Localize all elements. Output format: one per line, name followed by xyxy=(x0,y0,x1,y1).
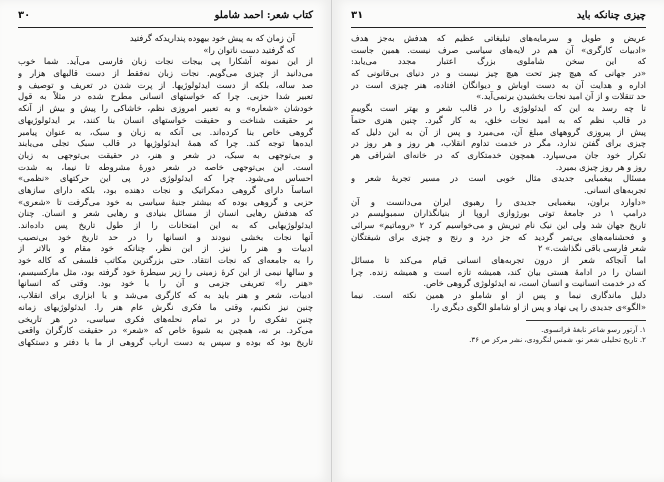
text-line: چنین تفکری را در بر تمام نحله‌های فکری سیاسی، در هر تاریخی xyxy=(18,313,313,324)
poem-line: که گرفتید دست ناتوان را» xyxy=(203,44,295,55)
left-page-header xyxy=(18,10,313,26)
text-line: که در خدمت انسانیت و انسان است، نه ایدئولوژی گروهی خاص. xyxy=(423,278,646,289)
page-number: ۳۱ xyxy=(351,10,364,21)
header-rule xyxy=(18,27,313,28)
text-line: «الگو»ی جدیدی را پی نهاد و پس از او شاملو الگوی دیگری را. xyxy=(430,301,646,312)
running-title: چیزی چنانکه باید xyxy=(576,10,646,21)
text-line: «ادبیات کارگری» آن هم در لایه‌های سیاسی صرف نیست. همین جاست xyxy=(351,44,646,55)
text-line: ادبیات، شعر و هنر باید به که کارگری می‌شد و یا ابزاری برای انقلاب، xyxy=(18,290,313,301)
text-line: می‌کرد. بر نه، همچین به شیوهٔ خاص که «شعر» در حقیقت کارگران واقعی xyxy=(18,325,313,336)
text-line: چیزی برای گفتن ندارد، مگر در خدمت تداوم انقلاب، هر روز و هر روز در xyxy=(351,138,646,149)
text-line: و سالها نیمی از این کرهٔ زمینی را زیر سیطرهٔ خود گرفته بود، مثل مارکسیسم، xyxy=(18,266,313,277)
text-line: تجربه‌های انسانی. xyxy=(583,184,646,195)
text-line: و بی‌توجهی به سبک، در شعر و هنر، در حقیقت بی‌توجهی به زبان xyxy=(18,149,313,160)
text-line: تاریخ بود که بوده و سپس به دست ارباب گروهی از ما با دفتر و دستکهای xyxy=(18,336,313,347)
text-line: احساس می‌شود. چرا که ایدئولوژی در پی این حرکتهای «نظمی» xyxy=(18,173,313,184)
text-line: حد تنقلات و از آن امید نجات بخشیدن برنمی‌آید.» xyxy=(476,91,646,102)
text-line: «داوارد براون، بیغمبایی جدیدی را رهبوی ایران می‌دانست و آن xyxy=(351,196,646,207)
text-line: «در جهانی که هیچ چیز تحت هیچ چیز نیست و در دنیای بی‌قانونی که xyxy=(351,68,646,79)
text-line: را به جامعه‌ای که نجات انتقاد. حتی بزرگترین مکاتب فلسفی که کاله خود xyxy=(18,255,313,266)
text-line: گروهی خاص بنا کرده‌اند. بی آنکه به زبان و سبک، به عنوان پیامبر xyxy=(18,126,313,137)
text-line: اما آنجاکه شعر از درون تجربه‌های انسانی قیام می‌کند تا مسائل xyxy=(351,255,646,266)
text-line: شعر فارسی باقی نگذاشت.» ۲ xyxy=(538,243,646,254)
text-line: چنین نیز نکنیم، وقتی ما فکری نگرش عام هنر را. ایدئولوژیهای زمانه xyxy=(18,301,313,312)
right-page xyxy=(333,0,664,482)
right-page-body xyxy=(351,33,646,345)
text-line: دلیل ماندگاری نیما و پس از او شاملو در همین نکته است. نیما xyxy=(351,290,646,301)
text-line: تکرار خود جان می‌سپارد. همچون خدمتکاری که در خانه‌ای اشرافی هر xyxy=(351,149,646,160)
text-line: مسئال بیغمبایی جدیدی مثال خوبی است در مسیر تجربهٔ شعر و xyxy=(351,173,646,184)
right-page-header xyxy=(351,10,646,26)
text-line: ادبیات و هنر را نیز. از این نظر، چنانکه خود مقام و بالاتر از xyxy=(18,243,313,254)
text-line: در قالب نظم که به امید نجات خلق، به کار گیرد. چنین هنری حتماً xyxy=(351,114,646,125)
text-line: درامپ ۱ در جامعهٔ توتی بورژوازی اروپا از بنیانگذاران سمبولیسم در xyxy=(351,208,646,219)
text-line: انسان را در ادامهٔ هستی بیان کند، همیشه تازه است و همیشه زنده. چرا xyxy=(351,266,646,277)
text-line: می‌دانید از چیزی می‌گویم. نجات زبان نه‌فقط از دست قالبهای هزار و xyxy=(18,68,313,79)
text-line: ایدئولوژیهایی که به این امتحانات را از طول تاریخ پس داده‌اند. xyxy=(18,220,313,230)
text-line: ایده‌ها توجه کند. چرا که همهٔ ایدئولوژیها در قالب سبک تجلی می‌یابند xyxy=(18,138,313,149)
text-line: تا چه رسد به این که ایدئولوژی را در قالب شعر و بهتر است بگوییم xyxy=(351,103,646,114)
text-line: اداره و هدایت آن به دست اوباش و دیوانگان افتاده، هنر چیزی است در xyxy=(351,79,646,90)
left-page-body xyxy=(18,33,313,349)
text-line: تعبیر شدا حزبی. چرا که خواستهای انسانی مطرح شده در مثلاً به قول xyxy=(18,91,313,102)
text-line: که هدفش رهایی انسان از مسائل بنیادی و رهایی شعر و انسان. چنان xyxy=(18,208,313,219)
footnote: ۱. آرتور رسو شاعر نابغهٔ فرانسوی. xyxy=(541,324,646,334)
text-line: اساساً دارای گروهی دمکراتیک و نجات دهنده بود، بلکه دارای سازهای xyxy=(18,184,313,195)
poem-line: آن زمان که به پیش خود بیهوده پنداریدکه گرفتید xyxy=(129,33,295,43)
text-line: تاریخ جهان شد ولی این نیک نام تیریش و می‌خواسیم کرد ۲ «روماتیم» سرائی xyxy=(351,220,646,230)
text-line: که این سخن شاملوی بزرگ اعتبار مجدد می‌یابد: xyxy=(351,56,646,67)
text-line: «هنر را» تعریفی جزمی و آن را با خود بود. وقتی که انسانها xyxy=(18,278,313,289)
text-line: پیش از پیروزی گروههای مبلغ آن، می‌میرد و پس از آن به این دلیل که xyxy=(351,126,646,137)
text-line: آنها نجات بخشی نبودند و انسانها را در حد تاریخ خود بی‌نصیب xyxy=(18,231,313,242)
header-rule xyxy=(351,27,646,28)
text-line: خودشان «شعاره» و به تعبیر امروزی نظم، خاشاکی را پیش و بیش از آنکه xyxy=(18,103,313,114)
running-title: کتاب شعر: احمد شاملو xyxy=(214,10,313,21)
page-number: ۳۰ xyxy=(18,10,31,21)
text-line: بر حقیقت شناخت و حقیقت خواستهای انسان بنا کنند، بر ایدئولوژیهای xyxy=(18,114,313,125)
footnote-rule xyxy=(526,320,646,321)
footnote: ۲. تاریخ تحلیلی شعر نو، شمس لنگرودی، نشر مرکز ص ۳۶. xyxy=(469,334,646,344)
text-line: صد ساله، بلکه از دست ایدئولوژیها. از پرت شدن در تعریف و توصیف و xyxy=(18,79,313,90)
text-line: از این نمونه آشکارا پی بیجات نجات زبان فارسی می‌آید. شما خوب xyxy=(18,56,313,67)
text-line: روز و هر روز چیزی بمیرد. xyxy=(555,161,646,172)
text-line: است. این بی‌توجهی خاصه در شعر دورهٔ مشروطه تا نیما، به شدت xyxy=(18,161,313,172)
text-line: حزبی و گروهی بوده که بیشتر جنبهٔ سیاسی به خود می‌گرفت تا «شعری» xyxy=(18,196,313,207)
text-line: و فحشنامه‌های بی‌تمر گردید که جز درد و رنج و چیزی برای شیفتگان xyxy=(351,231,646,242)
text-line: عریض و طویل و سرمایه‌های تبلیغاتی عظیم که هدفش به‌جز هدف xyxy=(351,33,646,43)
